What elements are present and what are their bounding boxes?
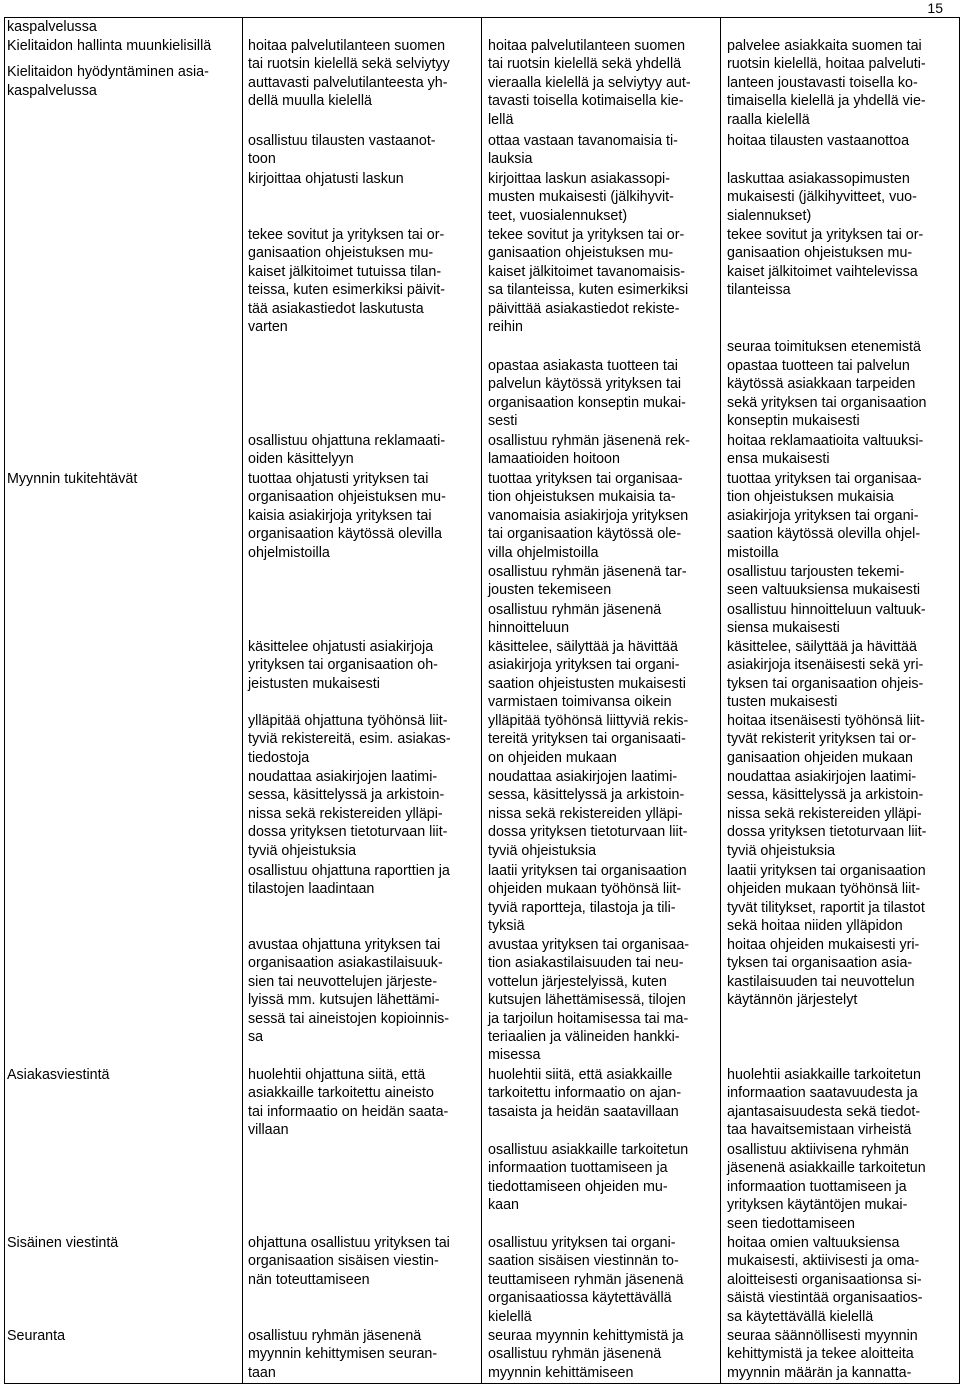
cell-line: ajantasaisuudesta sekä tiedot- xyxy=(727,1103,921,1120)
cell-line: tyksen tai organisaation ohjeis- xyxy=(727,675,924,692)
cell-line: lyissä mm. kutsujen lähettämi- xyxy=(248,992,440,1009)
cell-line: osallistuu tilausten vastaanot- xyxy=(248,133,436,149)
table-cell-col3 xyxy=(488,357,686,431)
cell-line: informaation tuottamiseen ja xyxy=(488,1160,668,1177)
table-cell-col2 xyxy=(248,132,436,169)
cell-line: päivittää asiakastiedot rekiste- xyxy=(488,300,680,317)
cell-line: tarkoitettu informaatio on ajan- xyxy=(488,1085,682,1102)
cell-line: seuraa säännöllisesti myynnin xyxy=(727,1328,918,1344)
table-cell-col4 xyxy=(727,936,919,1010)
cell-line: organisaatiossa käytettävällä xyxy=(488,1290,672,1307)
cell-line: vieraalla kielellä ja selviytyy aut- xyxy=(488,74,691,91)
table-cell-col1 xyxy=(7,1234,118,1252)
cell-line: ganisaation ohjeistuksen mu- xyxy=(248,245,434,262)
cell-line: asiakirjoja yrityksen tai organi- xyxy=(488,657,680,674)
table-cell-col3 xyxy=(488,1066,681,1121)
table-cell-col2 xyxy=(248,432,445,469)
cell-line: organisaation asiakastilaisuuk- xyxy=(248,955,443,972)
cell-line: tyviä raportteja, tilastoja ja tili- xyxy=(488,899,676,916)
cell-line: noudattaa asiakirjojen laatimi- xyxy=(727,769,917,785)
cell-line: teet, vuosialennukset) xyxy=(488,207,628,224)
cell-line: sesti xyxy=(488,413,518,430)
cell-line: hoitaa palvelutilanteen suomen xyxy=(248,38,446,54)
cell-line: misessa xyxy=(488,1047,541,1064)
table-cell-col4 xyxy=(727,1234,923,1326)
cell-line: dossa yrityksen tietoturvaan liit- xyxy=(248,824,448,841)
table-cell-col2 xyxy=(248,1327,437,1382)
table-cell-col2 xyxy=(248,226,445,336)
cell-line: noudattaa asiakirjojen laatimi- xyxy=(248,769,438,785)
cell-line: myynnin kehittämiseen xyxy=(488,1364,634,1381)
cell-line: opastaa tuotteen tai palvelun xyxy=(727,358,910,374)
cell-line: noudattaa asiakirjojen laatimi- xyxy=(488,769,678,785)
cell-line: laskuttaa asiakassopimusten xyxy=(727,171,910,187)
cell-line: ganisaation ohjeistuksen mu- xyxy=(488,245,674,262)
table-cell-col2 xyxy=(248,712,451,767)
cell-line: dossa yrityksen tietoturvaan liit- xyxy=(488,824,688,841)
cell-line: tai ruotsin kielellä sekä yhdellä xyxy=(488,56,682,73)
cell-line: aloitteisesti organisaationsa si- xyxy=(727,1271,922,1288)
cell-line: kaan xyxy=(488,1197,520,1214)
cell-line: osallistuu aktiivisena ryhmän xyxy=(727,1142,909,1158)
cell-line: siensa mukaisesti xyxy=(727,620,840,637)
cell-line: nän toteuttamiseen xyxy=(248,1271,370,1288)
cell-line: vanomaisia asiakirjoja yrityksen xyxy=(488,507,689,524)
cell-line: hoitaa palvelutilanteen suomen xyxy=(488,38,686,54)
table-cell-col3 xyxy=(488,1327,683,1382)
cell-line: osallistuu yrityksen tai organi- xyxy=(488,1235,676,1251)
cell-line: tuottaa yrityksen tai organisaa- xyxy=(727,471,922,487)
table-cell-col1 xyxy=(7,470,137,488)
cell-line: Kielitaidon hallinta muunkielisillä xyxy=(7,38,212,54)
cell-line: ganisaation ohjeistuksen mu- xyxy=(727,245,913,262)
table-cell-col3 xyxy=(488,1234,684,1326)
cell-line: sa käytettävällä kielellä xyxy=(727,1308,874,1325)
table-cell-col3 xyxy=(488,638,686,712)
cell-line: Myynnin tukitehtävät xyxy=(7,471,138,487)
cell-line: tilanteissa xyxy=(727,282,791,299)
cell-line: ylläpitää työhönsä liittyviä rekis- xyxy=(488,713,689,729)
cell-line: tyviä ohjeistuksia xyxy=(727,842,836,859)
cell-line: jousten tekemiseen xyxy=(488,582,612,599)
cell-line: kirjoittaa laskun asiakassopi- xyxy=(488,171,670,187)
cell-line: tyviä rekistereitä, esim. asiakas- xyxy=(248,731,451,748)
cell-line: tai organisaation käytössä ole- xyxy=(488,526,682,543)
table-cell-col4 xyxy=(727,601,926,638)
cell-line: tyviä ohjeistuksia xyxy=(488,842,597,859)
cell-line: tiedottamiseen ohjeiden mu- xyxy=(488,1178,668,1195)
cell-line: kaisia asiakirjoja yrityksen tai xyxy=(248,507,432,524)
table-left-border xyxy=(4,17,5,1384)
table-cell-col4 xyxy=(727,470,922,562)
cell-line: taan xyxy=(248,1364,276,1381)
cell-line: informaation tuottamiseen ja xyxy=(727,1178,907,1195)
cell-line: tilastojen laadintaan xyxy=(248,881,375,898)
cell-line: tereitä yrityksen tai organisaati- xyxy=(488,731,686,748)
cell-line: varmistaen toimivansa oikein xyxy=(488,694,672,711)
table-cell-col4 xyxy=(727,768,926,860)
table-cell-col4 xyxy=(727,1066,921,1140)
table-cell-col2 xyxy=(248,1066,448,1140)
cell-line: osallistuu ohjattuna raporttien ja xyxy=(248,863,450,879)
table-cell-col2 xyxy=(248,638,438,693)
cell-line: huolehtii asiakkaille tarkoitetun xyxy=(727,1067,921,1083)
cell-line: ohjeiden mukaan työhönsä liit- xyxy=(727,881,921,898)
cell-line: organisaation sisäisen viestin- xyxy=(248,1253,439,1270)
cell-line: tekee sovitut ja yrityksen tai or- xyxy=(727,227,924,243)
table-cell-col3 xyxy=(488,226,688,336)
cell-line: hoitaa itsenäisesti työhönsä liit- xyxy=(727,713,925,729)
cell-line: tyksen tai organisaation asia- xyxy=(727,955,913,972)
cell-line: avustaa ohjattuna yrityksen tai xyxy=(248,937,441,953)
cell-line: auttavasti palvelutilanteesta yh- xyxy=(248,74,448,91)
cell-line: sessa, käsittelyssä ja arkistoin- xyxy=(488,787,685,804)
cell-line: musten mukaisesti (jälkihyvit- xyxy=(488,189,674,206)
cell-line: osallistuu ryhmän jäsenenä rek- xyxy=(488,433,690,449)
cell-line: osallistuu tarjousten tekemi- xyxy=(727,564,905,580)
table-cell-col4 xyxy=(727,1141,926,1233)
cell-line: tai informaatio on heidän saata- xyxy=(248,1103,449,1120)
cell-line: kaspalvelussa xyxy=(7,82,97,99)
cell-line: sessa, käsittelyssä ja arkistoin- xyxy=(727,787,924,804)
cell-line: tai ruotsin kielellä sekä selviytyy xyxy=(248,56,450,73)
table-cell-col3 xyxy=(488,132,678,169)
cell-line: organisaation ohjeistuksen mu- xyxy=(248,489,446,506)
cell-line: timaisella kielellä ja yhdellä vie- xyxy=(727,93,926,110)
cell-line: ylläpitää ohjattuna työhönsä liit- xyxy=(248,713,448,729)
table-cell-col2 xyxy=(248,936,449,1046)
cell-line: ganisaation ohjeiden mukaan xyxy=(727,749,913,766)
cell-line: laatii yrityksen tai organisaation xyxy=(727,863,926,879)
cell-line: palvelee asiakkaita suomen tai xyxy=(727,38,922,54)
cell-line: sessa, käsittelyssä ja arkistoin- xyxy=(248,787,445,804)
cell-line: saation ohjeistusten mukaisesti xyxy=(488,675,686,692)
cell-line: lauksia xyxy=(488,151,533,168)
table-cell-col2 xyxy=(248,768,447,860)
cell-line: saation sisäisen viestinnän to- xyxy=(488,1253,679,1270)
cell-line: asiakirjoja itsenäisesti sekä yri- xyxy=(727,657,924,674)
cell-line: tion asiakastilaisuuden tai neu- xyxy=(488,955,684,972)
cell-line: opastaa asiakasta tuotteen tai xyxy=(488,358,678,374)
cell-line: jäsenenä asiakkaille tarkoitetun xyxy=(727,1160,926,1177)
cell-line: Kielitaidon hyödyntäminen asia- xyxy=(7,64,209,81)
cell-line: oiden käsittelyyn xyxy=(248,451,354,468)
table-cell-col3 xyxy=(488,936,689,1065)
cell-line: tion ohjeistuksen mukaisia ta- xyxy=(488,489,676,506)
cell-line: ohjattuna osallistuu yrityksen tai xyxy=(248,1235,450,1251)
cell-line: kielellä xyxy=(488,1308,532,1325)
cell-line: kutsujen lähettämisessä, tilojen xyxy=(488,992,686,1009)
cell-line: tyvät tilitykset, raportit ja tilastot xyxy=(727,899,925,916)
cell-line: osallistuu ryhmän jäsenenä xyxy=(488,1346,662,1363)
cell-line: hoitaa reklamaatioita valtuuksi- xyxy=(727,433,924,449)
cell-line: Seuranta xyxy=(7,1328,66,1344)
cell-line: käsittelee, säilyttää ja hävittää xyxy=(488,639,678,655)
cell-line: seuraa myynnin kehittymistä ja xyxy=(488,1328,684,1344)
table-cell-col4 xyxy=(727,432,923,469)
cell-line: palvelun käytössä yrityksen tai xyxy=(488,376,682,393)
cell-line: teriaalien ja välineiden hankki- xyxy=(488,1028,680,1045)
cell-line: sekä yrityksen tai organisaation xyxy=(727,394,927,411)
cell-line: ohjeiden mukaan työhönsä liit- xyxy=(488,881,682,898)
table-top-border xyxy=(5,17,960,18)
cell-line: sa xyxy=(248,1028,264,1045)
table-cell-col2 xyxy=(248,1234,450,1289)
cell-line: Sisäinen viestintä xyxy=(7,1235,119,1251)
table-cell-col4 xyxy=(727,563,920,600)
cell-line: sekä hoitaa niiden ylläpidon xyxy=(727,918,903,935)
cell-line: lellä xyxy=(488,111,514,128)
cell-line: osallistuu hinnoitteluun valtuuk- xyxy=(727,602,926,618)
cell-line: osallistuu asiakkaille tarkoitetun xyxy=(488,1142,689,1158)
cell-line: hoitaa tilausten vastaanottoa xyxy=(727,133,910,149)
cell-line: säistä viestintää organisaatios- xyxy=(727,1290,923,1307)
cell-line: tusten mukaisesti xyxy=(727,694,838,711)
cell-line: varten xyxy=(248,318,288,335)
cell-line: yrityksen tai organisaation oh- xyxy=(248,657,438,674)
cell-line: jeistusten mukaisesti xyxy=(248,675,380,692)
table-cell-col3 xyxy=(488,432,690,469)
cell-line: käsittelee ohjatusti asiakirjoja xyxy=(248,639,434,655)
cell-line: yrityksen käytäntöjen mukai- xyxy=(727,1197,908,1214)
cell-line: tää asiakastiedot laskutusta xyxy=(248,300,424,317)
cell-line: kaiset jälkitoimet tutuissa tilan- xyxy=(248,263,442,280)
cell-line: tyviä ohjeistuksia xyxy=(248,842,357,859)
cell-line: villaan xyxy=(248,1122,289,1139)
cell-line: osallistuu ryhmän jäsenenä xyxy=(488,602,662,618)
table-cell-col2 xyxy=(248,170,404,188)
page-number: 15 xyxy=(927,0,943,16)
cell-line: käsittelee, säilyttää ja hävittää xyxy=(727,639,917,655)
table-cell-col3 xyxy=(488,712,688,767)
cell-line: nissa sekä rekistereiden ylläpi- xyxy=(727,805,922,822)
cell-line: konseptin mukaisesti xyxy=(727,413,860,430)
cell-line: nissa sekä rekistereiden ylläpi- xyxy=(248,805,443,822)
table-cell-col4 xyxy=(727,170,917,225)
table-cell-col4 xyxy=(727,862,926,936)
table-cell-col3 xyxy=(488,37,691,129)
cell-line: ohjelmistoilla xyxy=(248,544,330,561)
table-cell-col4 xyxy=(727,37,926,129)
cell-line: on ohjeiden mukaan xyxy=(488,749,617,766)
cell-line: huolehtii ohjattuna siitä, että xyxy=(248,1067,426,1083)
cell-line: osallistuu ohjattuna reklamaati- xyxy=(248,433,446,449)
table-cell-col2 xyxy=(248,862,450,899)
cell-line: huolehtii siitä, että asiakkaille xyxy=(488,1067,673,1083)
table-cell-col4 xyxy=(727,132,909,150)
cell-line: osallistuu ryhmän jäsenenä xyxy=(248,1328,422,1344)
cell-line: ottaa vastaan tavanomaisia ti- xyxy=(488,133,678,149)
cell-line: Asiakasviestintä xyxy=(7,1067,110,1083)
column-divider-1 xyxy=(242,17,243,1384)
cell-line: reihin xyxy=(488,318,523,335)
cell-line: raalla kielellä xyxy=(727,111,810,128)
table-cell-col3 xyxy=(488,862,687,936)
table-cell-col4 xyxy=(727,1327,918,1382)
table-cell-col4 xyxy=(727,338,921,356)
table-cell-col4 xyxy=(727,638,923,712)
cell-line: tasaista ja heidän saatavillaan xyxy=(488,1103,679,1120)
cell-line: sien tai neuvottelujen järjeste- xyxy=(248,973,438,990)
cell-line: toon xyxy=(248,151,276,168)
cell-line: hinnoitteluun xyxy=(488,620,570,637)
cell-line: tuottaa ohjatusti yrityksen tai xyxy=(248,471,429,487)
cell-line: mukaisesti, aktiivisesti ja oma- xyxy=(727,1253,920,1270)
cell-line: myynnin määrän ja kannatta- xyxy=(727,1364,912,1381)
cell-line: teuttamiseen ryhmän jäsenenä xyxy=(488,1271,684,1288)
cell-line: käytössä asiakkaan tarpeiden xyxy=(727,376,916,393)
cell-line: hoitaa ohjeiden mukaisesti yri- xyxy=(727,937,920,953)
table-cell-col4 xyxy=(727,226,923,300)
cell-line: laatii yrityksen tai organisaation xyxy=(488,863,687,879)
cell-line: informaation saatavuudesta ja xyxy=(727,1085,918,1102)
cell-line: tavasti toisella kotimaisella kie- xyxy=(488,93,684,110)
cell-line: organisaation konseptin mukai- xyxy=(488,394,686,411)
cell-line: käytännön järjestelyt xyxy=(727,992,858,1009)
cell-line xyxy=(7,55,211,63)
cell-line: asiakkaille tarkoitettu aineisto xyxy=(248,1085,434,1102)
cell-line: tekee sovitut ja yrityksen tai or- xyxy=(248,227,445,243)
cell-line: ja tarjoilun hoitamisessa tai ma- xyxy=(488,1010,689,1027)
table-cell-col1 xyxy=(7,1327,65,1345)
cell-line: tion ohjeistuksen mukaisia xyxy=(727,489,894,506)
table-cell-col3 xyxy=(488,170,674,225)
cell-line: seen tiedottamiseen xyxy=(727,1215,855,1232)
column-divider-2 xyxy=(481,17,482,1384)
cell-line: sessä tai aineistojen kopioinnis- xyxy=(248,1010,450,1027)
table-cell-col2 xyxy=(248,37,450,111)
cell-line: vottelun järjestelyissä, kuten xyxy=(488,973,667,990)
cell-line: hoitaa omien valtuuksiensa xyxy=(727,1235,900,1251)
cell-line: teissa, kuten esimerkiksi päivit- xyxy=(248,282,446,299)
table-cell-col4 xyxy=(727,712,925,767)
table-cell-col1 xyxy=(7,1066,110,1084)
table-cell-col1 xyxy=(7,37,211,100)
cell-line: taa havaitsemistaan virheistä xyxy=(727,1122,912,1139)
cell-line: dellä muulla kielellä xyxy=(248,93,372,110)
cell-line: kaiset jälkitoimet vaihtelevissa xyxy=(727,263,918,280)
cell-line: ensa mukaisesti xyxy=(727,451,830,468)
cell-line: lamaatioiden hoitoon xyxy=(488,451,620,468)
cell-line: kaiset jälkitoimet tavanomaisis- xyxy=(488,263,686,280)
cell-line: asiakirjoja yrityksen tai organi- xyxy=(727,507,919,524)
cell-line: seen valtuuksiensa mukaisesti xyxy=(727,582,921,599)
cell-line: kehittymistä ja tekee aloitteita xyxy=(727,1346,914,1363)
table-cell-col4 xyxy=(727,357,926,431)
cell-line: kirjoittaa ohjatusti laskun xyxy=(248,171,404,187)
table-cell-col2 xyxy=(248,470,446,562)
cell-line: sa tilanteissa, kuten esimerkiksi xyxy=(488,282,689,299)
table-cell-col3 xyxy=(488,470,688,562)
table-cell-col3 xyxy=(488,768,687,860)
cell-line: nissa sekä rekistereiden ylläpi- xyxy=(488,805,683,822)
table-cell-col1 xyxy=(7,18,97,36)
cell-line: tyksiä xyxy=(488,918,525,935)
cell-line: sialennukset) xyxy=(727,207,812,224)
cell-line: mukaisesti (jälkihyvitteet, vuo- xyxy=(727,189,917,206)
cell-line: dossa yrityksen tietoturvaan liit- xyxy=(727,824,927,841)
cell-line: tuottaa yrityksen tai organisaa- xyxy=(488,471,683,487)
cell-line: tyvät rekisterit yrityksen tai or- xyxy=(727,731,917,748)
cell-line: avustaa yrityksen tai organisaa- xyxy=(488,937,690,953)
cell-line: kastilaisuuden tai neuvottelun xyxy=(727,973,915,990)
cell-line: lanteen joustavasti toisella ko- xyxy=(727,74,918,91)
column-divider-3 xyxy=(720,17,721,1384)
cell-line: villa ohjelmistoilla xyxy=(488,544,599,561)
table-cell-col3 xyxy=(488,601,661,638)
cell-line: organisaation käytössä olevilla xyxy=(248,526,442,543)
cell-line: tekee sovitut ja yrityksen tai or- xyxy=(488,227,685,243)
cell-line: saation käytössä olevilla ohjel- xyxy=(727,526,921,543)
table-cell-col3 xyxy=(488,1141,688,1215)
cell-line: seuraa toimituksen etenemistä xyxy=(727,339,921,355)
cell-line: osallistuu ryhmän jäsenenä tar- xyxy=(488,564,687,580)
cell-line: myynnin kehittymisen seuran- xyxy=(248,1346,438,1363)
cell-line: mistoilla xyxy=(727,544,779,561)
table-cell-col3 xyxy=(488,563,687,600)
cell-line: ruotsin kielellä, hoitaa palveluti- xyxy=(727,56,926,73)
cell-line: kaspalvelussa xyxy=(7,19,97,35)
cell-line: tiedostoja xyxy=(248,749,310,766)
